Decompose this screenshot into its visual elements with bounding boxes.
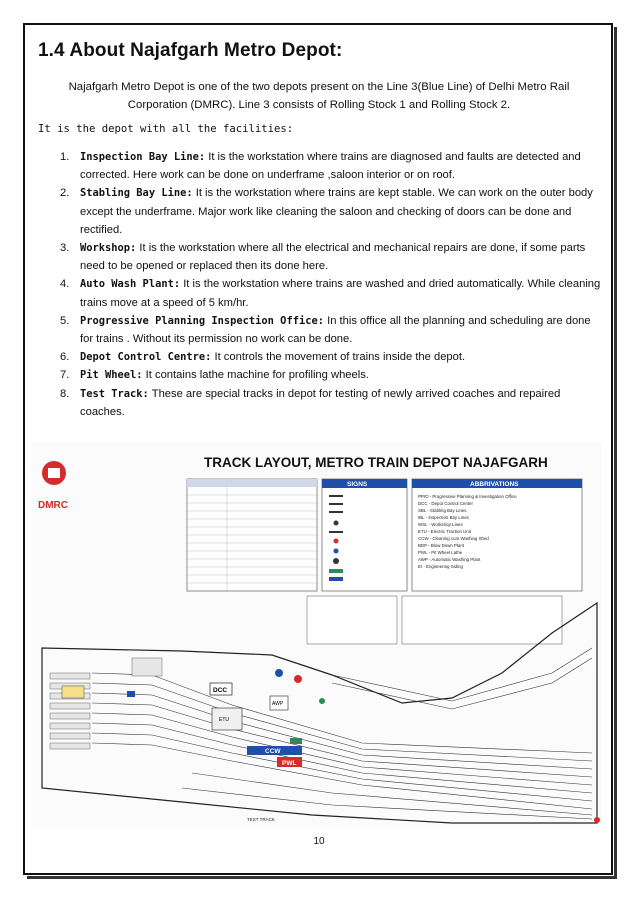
list-item: 7. Pit Wheel: It contains lathe machine for profiling wheels. [60, 369, 369, 382]
abbrev-item: CCW - Cleaning cum Washing Shed [418, 536, 489, 541]
item-name: Depot Control Centre: [80, 351, 212, 364]
abbrev-item: PWL - Pit Wheel Lathe [418, 550, 463, 555]
point-tables [307, 596, 562, 644]
abbrev-header: ABBRIVATIONS [470, 481, 519, 488]
item-name: Workshop: [80, 242, 137, 255]
item-text: It controls the movement of trains inside the depot. [211, 351, 466, 364]
logo-text: DMRC [38, 500, 68, 511]
list-item: 3. Workshop: It is the workstation where all the electrical and mechanical repairs are done, if some parts need to be opened or replaced then its done here. [60, 242, 586, 273]
abbrev-item: AWP - Automatic Washing Plant [418, 557, 481, 562]
facilities-list [38, 148, 603, 421]
test-track-label: TEST TRACK [247, 817, 275, 822]
page-number: 10 [313, 836, 325, 847]
list-item: 8. Test Track: These are special tracks in depot for testing of newly arrived coaches and repaired coaches. [60, 387, 561, 418]
item-text: It is the workstation where trains are diagnosed and faults are detected and corrected. Here work can be done on underframe ,saloon interior or on roof. [80, 151, 581, 182]
item-text: It is the workstation where all the electrical and mechanical repairs are done, if some parts need to be opened or replaced then its done here. [80, 242, 586, 273]
item-text: It is the workstation where trains are washed and dried automatically. While cleaning trains move at a speed of 5 km/hr. [80, 278, 601, 309]
svg-text:DCC: DCC [213, 687, 228, 694]
depot-info-table [187, 479, 317, 591]
signs-header: SIGNS [347, 481, 368, 488]
list-item: 2. Stabling Bay Line: It is the workstation where trains are kept stable. We can work on the outer body except the underframe. Major work like cleaning the saloon and checking of doors can be done and rectified. [60, 187, 593, 236]
etu-building [212, 708, 242, 730]
section-title: 1.4 About Najafgarh Metro Depot: [38, 40, 343, 61]
item-name: Test Track: [80, 387, 149, 400]
item-name: Auto Wash Plant: [80, 278, 181, 291]
abbrev-item: BDP - Blow Down Plant [418, 543, 465, 548]
item-name: Inspection Bay Line: [80, 151, 206, 163]
svg-text:CCW: CCW [265, 748, 281, 755]
facilities-lead: It is the depot with all the facilities: [38, 123, 294, 135]
pwl-building [277, 757, 302, 767]
intro-paragraph: Najafgarh Metro Depot is one of the two depots present on the Line 3(Blue Line) of Delhi Metro Rail Corporation (DMRC). Line 3 consists of Rolling Stock 1 and Rolling Stock 2. [68, 81, 570, 111]
abbrev-item: SBL - Stabling Bay Lines [418, 508, 467, 513]
dcc-building [210, 683, 232, 695]
abbrev-item: IBL - Inspection Bay Lines [418, 515, 469, 520]
abbrev-item: WSL - Workshop Lines [418, 522, 463, 527]
list-item: 1. Inspection Bay Line: It is the workstation where trains are diagnosed and faults are detected and corrected. Here work can be done on underframe ,saloon interior or on roof. [60, 151, 581, 182]
item-name: Stabling Bay Line: [80, 187, 193, 200]
abbrev-item: PPIO - Progressive Planning & Investigation Office [418, 494, 517, 499]
list-item: 4. Auto Wash Plant: It is the workstation where trains are washed and dried automatically. While cleaning trains move at a speed of 5 km/hr. [60, 278, 601, 309]
abbrev-item: DCC - Depot Control Center [418, 501, 473, 506]
item-text: It contains lathe machine for profiling wheels. [142, 369, 369, 382]
awp-building [270, 696, 288, 710]
item-name: Pit Wheel: [80, 369, 143, 382]
ccw-shed [247, 746, 302, 755]
svg-text:PWL: PWL [282, 760, 297, 767]
item-name: Progressive Planning Inspection Office: [80, 314, 324, 327]
svg-text:ETU: ETU [219, 717, 229, 723]
abbrev-item: EI - Engineering Siding [418, 564, 463, 569]
signs-legend [322, 479, 407, 591]
svg-text:AWP: AWP [272, 701, 284, 707]
track-layout-map [32, 443, 602, 828]
abbreviations-legend [412, 479, 582, 591]
item-text: In this office all the planning and scheduling are done for trains . Without its permission no work can be done. [80, 314, 591, 346]
item-text: These are special tracks in depot for testing of newly arrived coaches and repaired coaches. [80, 387, 561, 418]
list-item: 6. Depot Control Centre: It controls the movement of trains inside the depot. [60, 351, 466, 364]
list-item: 5. Progressive Planning Inspection Office: In this office all the planning and scheduling are done for trains . Without its permission no work can be done. [60, 314, 591, 346]
abbrev-item: ETU - Electric Traction Unit [418, 529, 471, 534]
item-text: It is the workstation where trains are kept stable. We can work on the outer body except the underframe. Major work like cleaning the saloon and checking of doors can be done and rectified. [80, 187, 593, 236]
map-title: TRACK LAYOUT, METRO TRAIN DEPOT NAJAFGARH [204, 455, 548, 470]
